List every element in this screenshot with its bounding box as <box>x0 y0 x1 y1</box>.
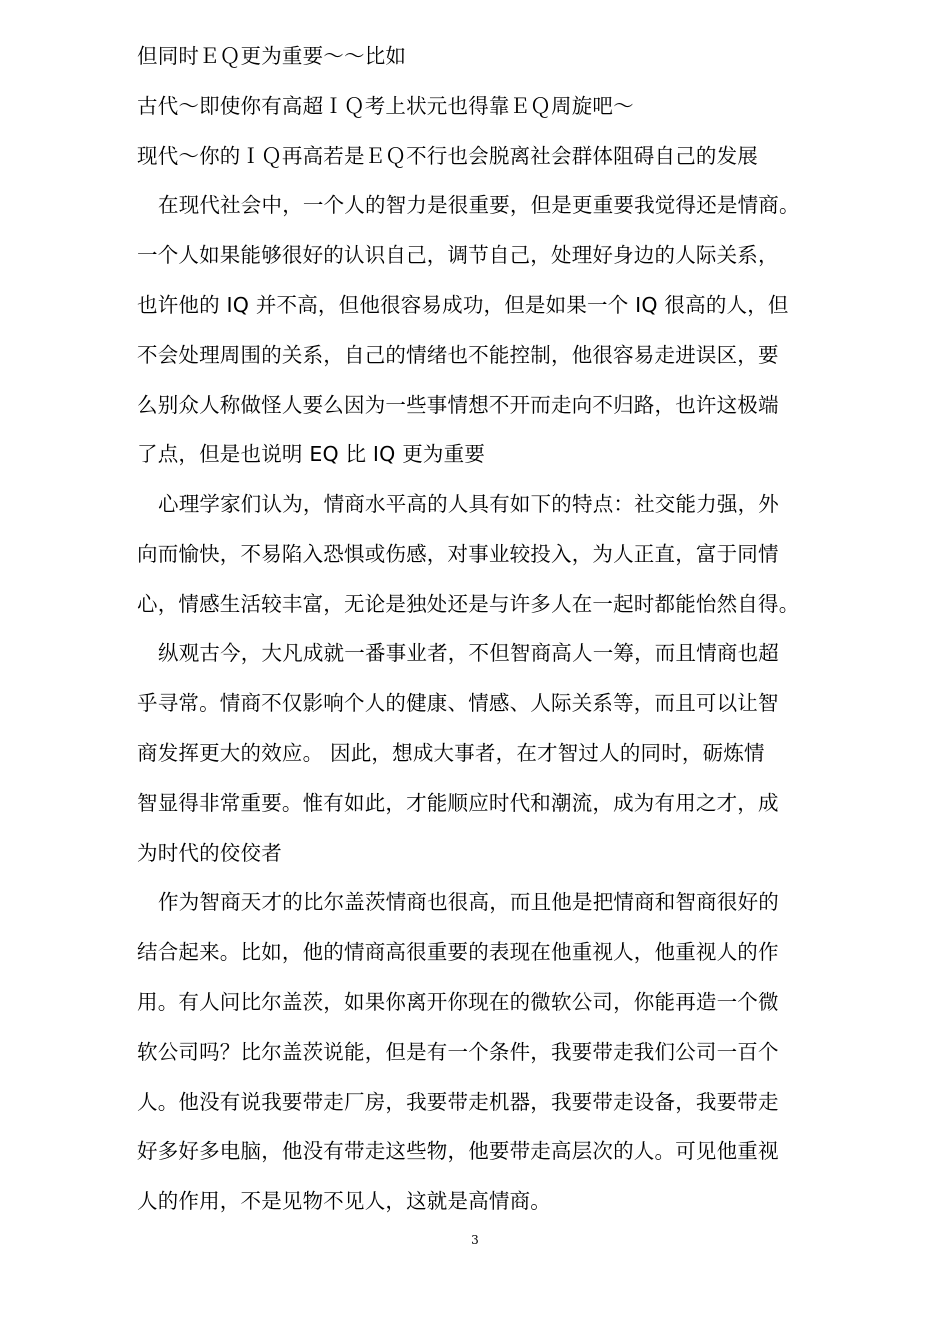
paragraph-first-line: 纵观古今，大凡成就一番事业者，不但智商高人一筹，而且情商也超 <box>158 641 779 665</box>
text-line: 好多好多电脑，他没有带走这些物，他要带走高层次的人。可见他重视 <box>137 1139 779 1163</box>
paragraph-first-line: 作为智商天才的比尔盖茨情商也很高，而且他是把情商和智商很好的 <box>158 890 779 914</box>
text-line: 人。他没有说我要带走厂房，我要带走机器，我要带走设备，我要带走 <box>137 1090 779 1114</box>
text-line: 但同时ＥＱ更为重要～～比如 <box>137 44 407 68</box>
text-line: 乎寻常。情商不仅影响个人的健康、情感、人际关系等，而且可以让智 <box>137 691 779 715</box>
text-line: 结合起来。比如，他的情商高很重要的表现在他重视人，他重视人的作 <box>137 940 779 964</box>
text-line: 心，情感生活较丰富，无论是独处还是与许多人在一起时都能怡然自得。 <box>137 592 800 616</box>
text-line: 软公司吗？比尔盖茨说能，但是有一个条件，我要带走我们公司一百个 <box>137 1040 779 1064</box>
text-line: 么别众人称做怪人要么因为一些事情想不开而走向不归路，也许这极端 <box>137 393 779 417</box>
text-line: 商发挥更大的效应。 因此，想成大事者，在才智过人的同时，砺炼情 <box>137 741 765 765</box>
text-line: 也许他的 IQ 并不高，但他很容易成功，但是如果一个 IQ 很高的人，但 <box>137 293 789 317</box>
paragraph-first-line: 心理学家们认为，情商水平高的人具有如下的特点：社交能力强，外 <box>158 492 779 516</box>
text-line: 不会处理周围的关系，自己的情绪也不能控制，他很容易走进误区，要 <box>137 343 779 367</box>
text-line: 为时代的佼佼者 <box>137 841 282 865</box>
page-number: 3 <box>471 1233 479 1247</box>
text-line: 智显得非常重要。惟有如此，才能顺应时代和潮流，成为有用之才，成 <box>137 791 779 815</box>
text-line: 人的作用，不是见物不见人，这就是高情商。 <box>137 1189 551 1213</box>
text-line: 用。有人问比尔盖茨，如果你离开你现在的微软公司，你能再造一个微 <box>137 990 779 1014</box>
text-line: 了点，但是也说明 EQ 比 IQ 更为重要 <box>137 442 486 466</box>
text-line: 古代～即使你有高超ＩＱ考上状元也得靠ＥＱ周旋吧～ <box>137 94 634 118</box>
text-line: 现代～你的ＩＱ再高若是ＥＱ不行也会脱离社会群体阻碍自己的发展 <box>137 144 758 168</box>
paragraph-first-line: 在现代社会中，一个人的智力是很重要，但是更重要我觉得还是情商。 <box>158 193 800 217</box>
text-line: 向而愉快，不易陷入恐惧或伤感，对事业较投入，为人正直，富于同情 <box>137 542 779 566</box>
text-line: 一个人如果能够很好的认识自己，调节自己，处理好身边的人际关系， <box>137 243 779 267</box>
